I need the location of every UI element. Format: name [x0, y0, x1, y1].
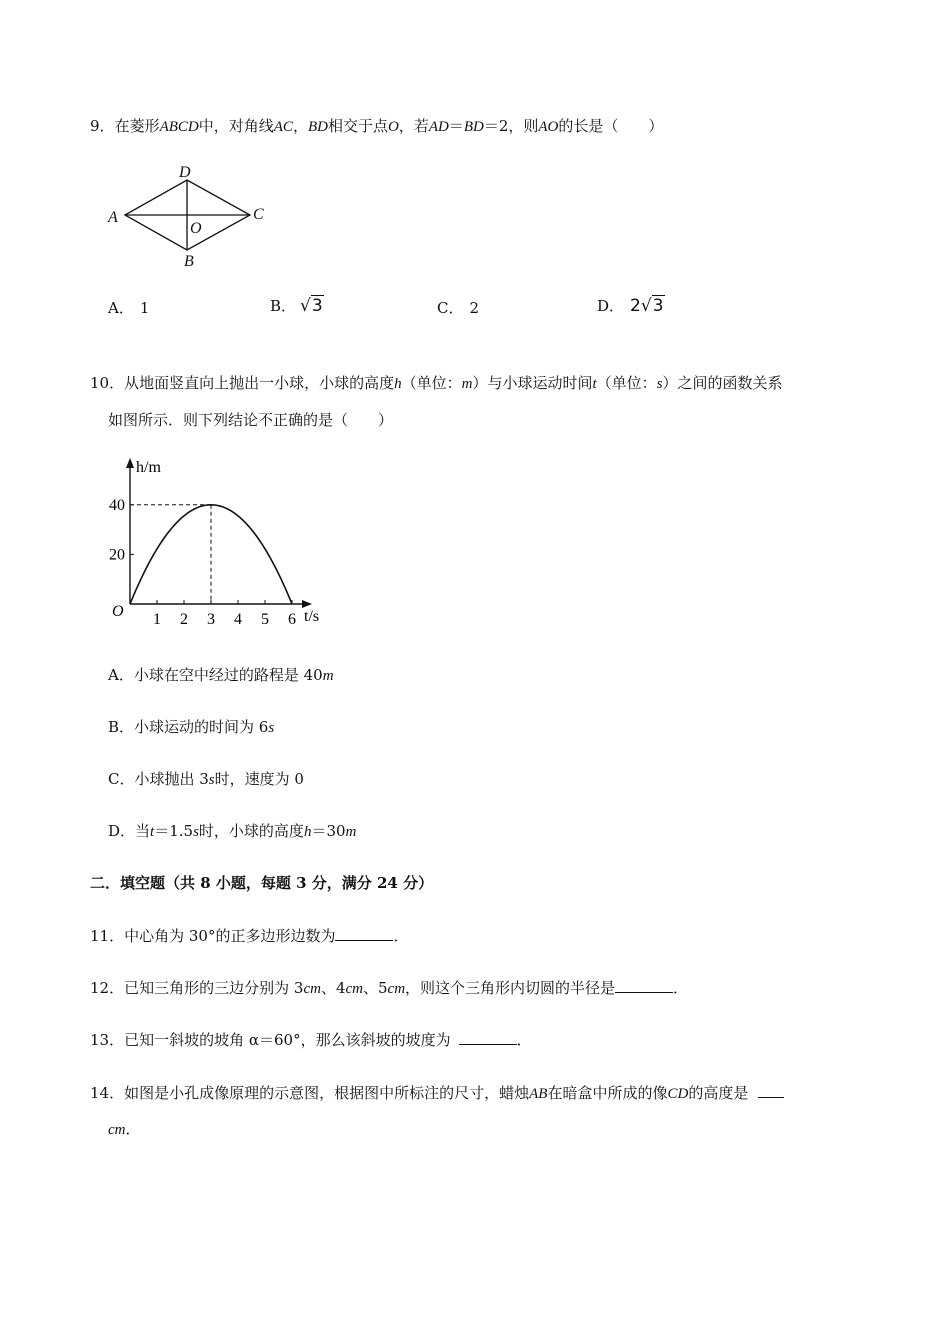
q9-option-c[interactable]: C． 2 [437, 299, 480, 317]
q14-line2: cm． [108, 1120, 141, 1138]
q11-answer-blank[interactable] [335, 925, 393, 941]
q12-answer-blank[interactable] [615, 977, 673, 993]
q11: 11．中心角为 30°的正多边形边数为 ． [90, 927, 409, 945]
y-axis-label: h/m [136, 459, 161, 476]
q14-number: 14 [90, 1084, 110, 1102]
q10-stem-line2: 如图所示．则下列结论不正确的是（ ） [108, 411, 394, 429]
y-axis-arrow [126, 458, 134, 468]
sqrt-symbol: √3 [300, 296, 323, 316]
origin-label: O [112, 603, 124, 620]
height-time-chart [100, 452, 340, 637]
q11-number: 11 [90, 927, 110, 945]
y-tick-label: 40 [109, 496, 125, 514]
q12-number: 12 [90, 979, 110, 997]
q9-option-a[interactable]: A． 1 [108, 299, 150, 317]
q14-answer-blank[interactable] [758, 1082, 784, 1098]
x-tick-label: 2 [180, 611, 188, 628]
label-b: B [184, 253, 194, 270]
section-2-title: 二．填空题（共 8 小题，每题 3 分，满分 24 分） [90, 874, 434, 892]
q10-option-a[interactable]: A．小球在空中经过的路程是 40m [108, 666, 334, 684]
x-tick-label: 4 [234, 611, 242, 628]
x-tick-label: 1 [153, 611, 161, 628]
q10-option-c[interactable]: C．小球抛出 3s时，速度为 0 [108, 770, 304, 788]
x-axis-arrow [302, 600, 312, 608]
q12: 12．已知三角形的三边分别为 3cm、4cm、5cm，则这个三角形内切圆的半径是 ． [90, 979, 689, 997]
q9-option-d[interactable]: D． 2√3 [597, 296, 664, 316]
q13-answer-blank[interactable] [459, 1029, 517, 1045]
label-o: O [190, 220, 202, 237]
rhombus-figure [100, 160, 280, 270]
x-axis-label: t/s [304, 608, 320, 625]
x-tick-label: 6 [288, 611, 296, 628]
x-tick-label: 5 [261, 611, 269, 628]
label-c: C [253, 206, 264, 223]
label-a: A [108, 209, 118, 226]
q9-stem: 9．在菱形ABCD中，对角线AC，BD相交于点O，若AD＝BD＝2，则AO的长是（ ） [90, 117, 664, 135]
q10-stem-line1: 10．从地面竖直向上抛出一小球，小球的高度h（单位：m）与小球运动时间t（单位：s）之间的函数关系 [90, 374, 783, 392]
x-tick-label: 3 [207, 611, 215, 628]
q10-number: 10 [90, 374, 110, 392]
y-tick-label: 20 [109, 546, 125, 564]
q9-option-b[interactable]: B． √3 [270, 296, 323, 316]
q10-option-b[interactable]: B．小球运动的时间为 6s [108, 718, 275, 736]
q13-number: 13 [90, 1031, 110, 1049]
q9-number: 9 [90, 117, 100, 135]
label-d: D [179, 164, 191, 181]
q10-option-d[interactable]: D．当t＝1.5s时，小球的高度h＝30m [108, 822, 357, 840]
q13: 13．已知一斜坡的坡角 α＝60°，那么该斜坡的坡度为 ． [90, 1031, 532, 1049]
q14-line1: 14．如图是小孔成像原理的示意图，根据图中所标注的尺寸，蜡烛AB在暗盒中所成的像CD的高度是 [90, 1082, 784, 1104]
